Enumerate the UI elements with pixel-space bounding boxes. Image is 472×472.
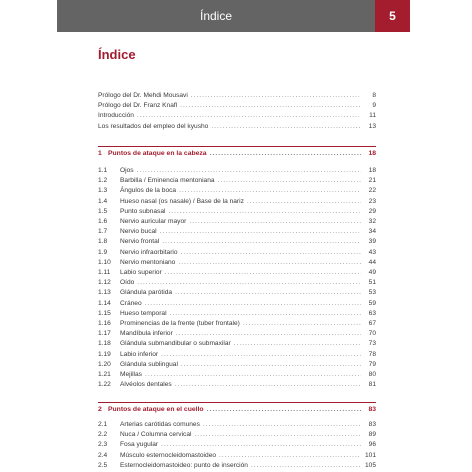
- toc-entry: [98, 111, 376, 121]
- toc-entry: [98, 329, 376, 339]
- toc-entry: [98, 288, 376, 298]
- entry-title: Punto subnasal: [120, 207, 166, 215]
- entry-title: Hueso temporal: [120, 309, 167, 317]
- page-title: Índice: [98, 47, 136, 62]
- dot-leader: [175, 288, 361, 298]
- entry-page: 80: [368, 371, 376, 378]
- toc-entry: [98, 186, 376, 196]
- entry-title: Hueso nasal (os nasale) / Base de la nariz: [120, 197, 244, 205]
- toc-entry: [98, 278, 376, 288]
- page-number-text: 5: [389, 9, 396, 23]
- dot-leader: [251, 461, 361, 471]
- dot-leader: [178, 258, 361, 268]
- toc-entry: [98, 319, 376, 329]
- entry-page: 34: [368, 228, 376, 236]
- entry-page: 39: [368, 238, 376, 246]
- section-number: 1: [98, 150, 102, 157]
- entry-title: Arterias carótidas comunes: [120, 421, 200, 428]
- entry-title: Músculo esternocleidomastoideo: [120, 451, 217, 459]
- entry-title: Los resultados del empleo del kyusho: [98, 122, 209, 130]
- entry-number: 2.5: [98, 461, 108, 469]
- entry-page: 70: [368, 330, 376, 338]
- dot-leader: [162, 237, 361, 247]
- entry-title: Nervio frontal: [120, 238, 160, 246]
- entry-page: 21: [368, 177, 376, 185]
- entry-number: 1.11: [98, 269, 111, 276]
- header-bar: [57, 0, 375, 32]
- toc-entry: [98, 237, 376, 247]
- entry-title: Nervio bucal: [120, 228, 157, 236]
- toc-entry: [98, 227, 376, 237]
- entry-title: Glándula parótida: [120, 289, 173, 297]
- toc-entry: [98, 122, 376, 132]
- entry-page: 18: [368, 167, 376, 174]
- entry-title: Prominencias de la frente (tuber frontale): [120, 320, 240, 327]
- toc-entry: [98, 258, 376, 268]
- entry-page: 44: [368, 258, 376, 266]
- entry-title: Barbilla / Eminencia mentoniana: [120, 177, 215, 185]
- dot-leader: [161, 350, 361, 360]
- entry-number: 1.9: [98, 248, 108, 256]
- entry-title: Mejillas: [120, 371, 142, 378]
- entry-title: Glándula sublingual: [120, 360, 178, 368]
- entry-number: 1.19: [98, 350, 111, 358]
- dot-leader: [161, 440, 361, 450]
- entry-number: 1.5: [98, 207, 108, 215]
- section-divider: [98, 402, 376, 403]
- dot-leader: [210, 149, 361, 159]
- entry-title: Cráneo: [120, 299, 142, 307]
- dot-leader: [211, 122, 361, 132]
- toc-entry: [98, 430, 376, 440]
- entry-page: 105: [364, 461, 376, 469]
- dot-leader: [145, 370, 361, 380]
- entry-page: 67: [368, 320, 376, 327]
- dot-leader: [160, 227, 361, 237]
- dot-leader: [181, 248, 361, 258]
- toc-entry: [98, 339, 376, 349]
- entry-page: 8: [372, 92, 376, 99]
- dot-leader: [165, 268, 361, 278]
- dot-leader: [137, 278, 361, 288]
- entry-title: Mandíbula inferior: [120, 330, 173, 338]
- toc-entry: [98, 248, 376, 258]
- toc-entry: [98, 207, 376, 217]
- entry-page: 9: [372, 102, 376, 110]
- toc-entry: [98, 268, 376, 278]
- entry-title: Prólogo del Dr. Mehdi Mousavi: [98, 92, 188, 99]
- entry-number: 1.2: [98, 177, 108, 185]
- entry-page: 51: [368, 279, 376, 287]
- dot-leader: [189, 217, 361, 227]
- entry-page: 23: [368, 197, 376, 205]
- section-heading: [98, 405, 376, 415]
- section-page: 18: [368, 150, 376, 157]
- section-title: Puntos de ataque en la cabeza: [108, 150, 207, 157]
- entry-page: 73: [368, 340, 376, 348]
- toc-entry: [98, 370, 376, 380]
- toc-entry: [98, 451, 376, 461]
- toc-entry: [98, 101, 376, 111]
- section-page: 83: [368, 406, 376, 413]
- section-heading: [98, 149, 376, 159]
- entry-number: 1.7: [98, 228, 108, 236]
- entry-title: Prólogo del Dr. Franz Knafl: [98, 102, 178, 110]
- dot-leader: [243, 319, 361, 329]
- entry-number: 2.4: [98, 451, 108, 459]
- dot-leader: [137, 166, 361, 176]
- entry-number: 1.3: [98, 187, 108, 195]
- header-title: Índice: [199, 9, 233, 23]
- entry-number: 1.1: [98, 167, 108, 174]
- dot-leader: [168, 207, 361, 217]
- entry-title: Glándula submandibular o submaxilar: [120, 340, 231, 348]
- toc-entry: [98, 91, 376, 101]
- entry-page: 83: [368, 421, 376, 428]
- entry-title: Introducción: [98, 112, 134, 120]
- entry-title: Nervio mentoniano: [120, 258, 176, 266]
- toc-entry: [98, 166, 376, 176]
- entry-number: 1.12: [98, 279, 111, 287]
- entry-page: 11: [369, 112, 376, 120]
- entry-title: Nuca / Columna cervical: [120, 431, 192, 439]
- toc-entry: [98, 461, 376, 471]
- entry-number: 1.10: [98, 258, 111, 266]
- dot-leader: [145, 299, 361, 309]
- entry-number: 1.14: [98, 299, 111, 307]
- entry-page: 49: [368, 269, 376, 276]
- toc-entry: [98, 217, 376, 227]
- dot-leader: [218, 176, 361, 186]
- entry-number: 1.8: [98, 238, 108, 246]
- dot-leader: [180, 101, 361, 111]
- entry-number: 1.16: [98, 320, 111, 327]
- toc-entry: [98, 350, 376, 360]
- entry-page: 59: [368, 299, 376, 307]
- toc-entry: [98, 360, 376, 370]
- dot-leader: [176, 329, 361, 339]
- entry-page: 89: [368, 431, 376, 439]
- entry-number: 1.6: [98, 218, 108, 225]
- toc-entry: [98, 420, 376, 430]
- toc-entry: [98, 299, 376, 309]
- section-divider: [98, 146, 376, 147]
- entry-page: 32: [368, 218, 376, 225]
- entry-number: 1.22: [98, 381, 111, 389]
- dot-leader: [194, 430, 361, 440]
- dot-leader: [203, 420, 361, 430]
- dot-leader: [219, 451, 361, 461]
- entry-page: 96: [368, 441, 376, 449]
- toc-entry: [98, 440, 376, 450]
- entry-number: 1.21: [98, 371, 111, 378]
- dot-leader: [175, 380, 361, 390]
- entry-page: 29: [368, 207, 376, 215]
- entry-title: Ojos: [120, 167, 134, 174]
- entry-title: Ángulos de la boca: [120, 187, 177, 195]
- entry-page: 101: [364, 451, 376, 459]
- page-number: [375, 0, 410, 32]
- entry-number: 2.3: [98, 441, 108, 449]
- toc-entry: [98, 380, 376, 390]
- entry-number: 1.17: [98, 330, 111, 338]
- entry-title: Alvéolos dentales: [120, 381, 172, 389]
- dot-leader: [137, 111, 361, 121]
- dot-leader: [207, 405, 361, 415]
- entry-page: 13: [368, 122, 376, 130]
- entry-title: Labio inferior: [120, 350, 159, 358]
- entry-title: Nervio auricular mayor: [120, 218, 187, 225]
- entry-number: 1.20: [98, 360, 111, 368]
- toc-entry: [98, 176, 376, 186]
- entry-title: Oído: [120, 279, 135, 287]
- dot-leader: [191, 91, 361, 101]
- entry-number: 2.1: [98, 421, 108, 428]
- entry-page: 81: [368, 381, 376, 389]
- dot-leader: [247, 197, 361, 207]
- entry-title: Labio superior: [120, 269, 162, 276]
- entry-page: 78: [368, 350, 376, 358]
- entry-page: 22: [368, 187, 376, 195]
- entry-number: 1.15: [98, 309, 111, 317]
- entry-number: 1.4: [98, 197, 108, 205]
- entry-page: 43: [368, 248, 376, 256]
- entry-page: 79: [368, 360, 376, 368]
- toc-entry: [98, 197, 376, 207]
- entry-number: 2.2: [98, 431, 108, 439]
- entry-number: 1.13: [98, 289, 111, 297]
- entry-title: Esternocleidomastoideo: punto de inserción: [120, 461, 248, 469]
- dot-leader: [179, 186, 361, 196]
- entry-number: 1.18: [98, 340, 111, 348]
- toc-entry: [98, 309, 376, 319]
- section-number: 2: [98, 406, 102, 413]
- dot-leader: [234, 339, 361, 349]
- entry-page: 63: [368, 309, 376, 317]
- dot-leader: [170, 309, 361, 319]
- entry-title: Nervio infraorbitario: [120, 248, 178, 256]
- entry-page: 53: [368, 289, 376, 297]
- section-title: Puntos de ataque en el cuello: [108, 406, 204, 413]
- dot-leader: [181, 360, 361, 370]
- entry-title: Fosa yugular: [120, 441, 159, 449]
